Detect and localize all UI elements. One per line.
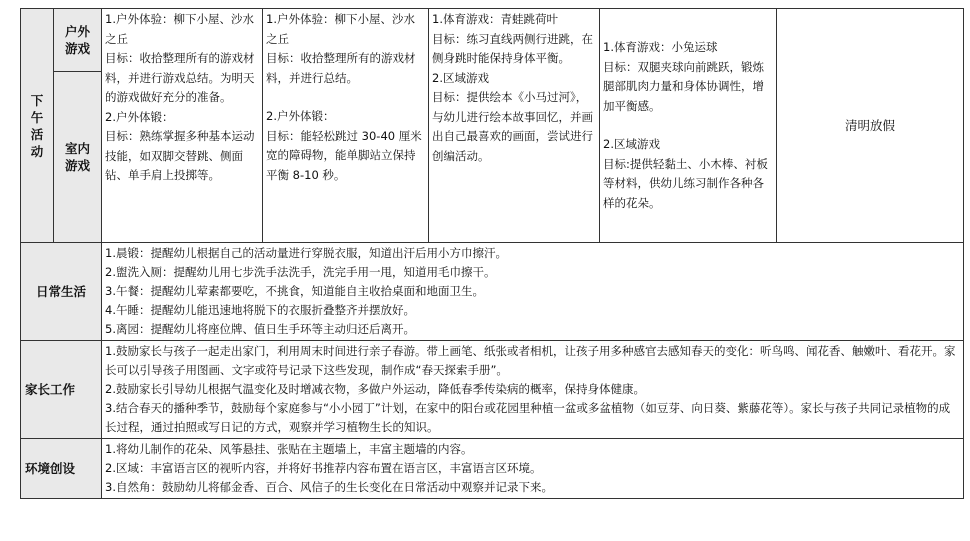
environment-item-1: 1.将幼儿制作的花朵、风筝悬挂、张贴在主题墙上，丰富主题墙的内容。 (105, 442, 473, 456)
col2-line-2: 目标：收拾整理所有的游戏材料，并进行总结。 (266, 51, 416, 85)
col3-line-3: 2.区域游戏 (432, 70, 489, 85)
col2-line-4: 目标：能轻松跳过 30-40 厘米宽的障碍物，能单脚站立保持平衡 8-10 秒。 (266, 128, 422, 182)
weekly-plan-sheet (20, 8, 963, 499)
daily-life-row (21, 243, 964, 341)
weekly-plan-table (20, 8, 964, 499)
afternoon-row-outdoor (21, 9, 964, 72)
afternoon-col2 (263, 9, 429, 243)
holiday-text: 清明放假 (844, 117, 895, 133)
col2-line-3: 2.户外体锻： (266, 109, 335, 123)
outdoor-game-label-cell (54, 9, 102, 72)
daily-item-2: 2.盥洗入厕：提醒幼儿用七步洗手法洗手，洗完手用一甩，知道用毛巾擦干。 (105, 265, 496, 279)
col4-line-3: 2.区域游戏 (603, 137, 660, 151)
daily-item-1: 1.晨锻：提醒幼儿根据自己的活动量进行穿脱衣服，知道出汗后用小方巾擦汗。 (105, 246, 507, 260)
family-work-label-cell (21, 341, 102, 439)
family-work-label: 家长工作 (25, 381, 76, 397)
afternoon-col3 (429, 9, 600, 243)
col3-line-4: 目标：提供绘本《小马过河》，与幼儿进行绘本故事回忆，并画出自己最喜欢的画面，尝试进行创编活动。 (432, 90, 593, 163)
col4-line-2: 目标：双腿夹球向前跳跃，锻炼腿部肌肉力量和身体协调性，增加平衡感。 (603, 59, 764, 113)
afternoon-col4 (600, 9, 777, 243)
environment-label: 环境创设 (25, 460, 76, 476)
afternoon-col5 (777, 9, 964, 243)
environment-content (102, 439, 964, 499)
environment-item-2: 2.区域：丰富语言区的视听内容，并将好书推荐内容布置在语言区，丰富语言区环境。 (105, 461, 542, 475)
daily-life-content (102, 243, 964, 341)
afternoon-col1 (102, 9, 263, 243)
col3-line-1: 1.体育游戏：青蛙跳荷叶 (432, 12, 558, 26)
family-item-1: 1.鼓励家长与孩子一起走出家门，利用周末时间进行亲子春游。带上画笔、纸张或者相机，让孩子用多种感官去感知春天的变化：听鸟鸣、闻花香、触嫩叶、看花开。家长可以引导孩子用图画、文字或符号记录下这些发现，制作成“春天探索手册”。 (105, 344, 956, 377)
col1-line-2: 目标：收拾整理所有的游戏材料，并进行游戏总结。为明天的游戏做好充分的准备。 (105, 51, 255, 104)
environment-row (21, 439, 964, 499)
indoor-game-label-cell (54, 72, 102, 243)
col4-line-1: 1.体育游戏：小兔运球 (603, 40, 718, 54)
daily-item-5: 5.离园：提醒幼儿将座位牌、值日生手环等主动归还后离开。 (105, 322, 415, 336)
col1-line-3: 2.户外体锻： (105, 109, 174, 124)
afternoon-label: 下午活动 (30, 92, 44, 159)
outdoor-game-label: 户外游戏 (64, 24, 90, 56)
daily-life-label-cell (21, 243, 102, 341)
col1-line-1: 1.户外体验：柳下小屋、沙水之丘 (105, 12, 254, 46)
family-work-row (21, 341, 964, 439)
col2-line-1: 1.户外体验：柳下小屋、沙水之丘 (266, 12, 415, 46)
family-work-content (102, 341, 964, 439)
col1-line-4: 目标：熟练掌握多种基本运动技能，如双脚交替跳、侧面钻、单手肩上投掷等。 (105, 129, 255, 182)
indoor-game-label: 室内游戏 (64, 141, 90, 173)
daily-item-3: 3.午餐：提醒幼儿荤素都要吃，不挑食，知道能自主收拾桌面和地面卫生。 (105, 284, 484, 298)
family-item-3: 3.结合春天的播种季节，鼓励每个家庭参与“小小园丁”计划，在家中的阳台或花园里种植一盆或多盆植物（如豆芽、向日葵、紫藤花等）。家长与孩子共同记录植物的成长过程，通过拍照或写日记的方式，观察并学习植物生长的知识。 (105, 401, 951, 434)
col4-line-4: 目标:提供轻黏土、小木棒、衬板等材料，供幼儿练习制作各种各样的花朵。 (603, 156, 768, 210)
daily-life-label: 日常生活 (35, 283, 86, 299)
environment-label-cell (21, 439, 102, 499)
family-item-2: 2.鼓励家长引导幼儿根据气温变化及时增减衣物，多做户外运动，降低春季传染病的概率，保持身体健康。 (105, 382, 645, 396)
col3-line-2: 目标：练习直线两侧行进跳，在侧身跳时能保持身体平衡。 (432, 31, 593, 65)
daily-item-4: 4.午睡：提醒幼儿能迅速地将脱下的衣服折叠整齐并摆放好。 (105, 303, 415, 317)
environment-item-3: 3.自然角：鼓励幼儿将郁金香、百合、风信子的生长变化在日常活动中观察并记录下来。 (105, 480, 553, 494)
afternoon-section-label (21, 9, 54, 243)
